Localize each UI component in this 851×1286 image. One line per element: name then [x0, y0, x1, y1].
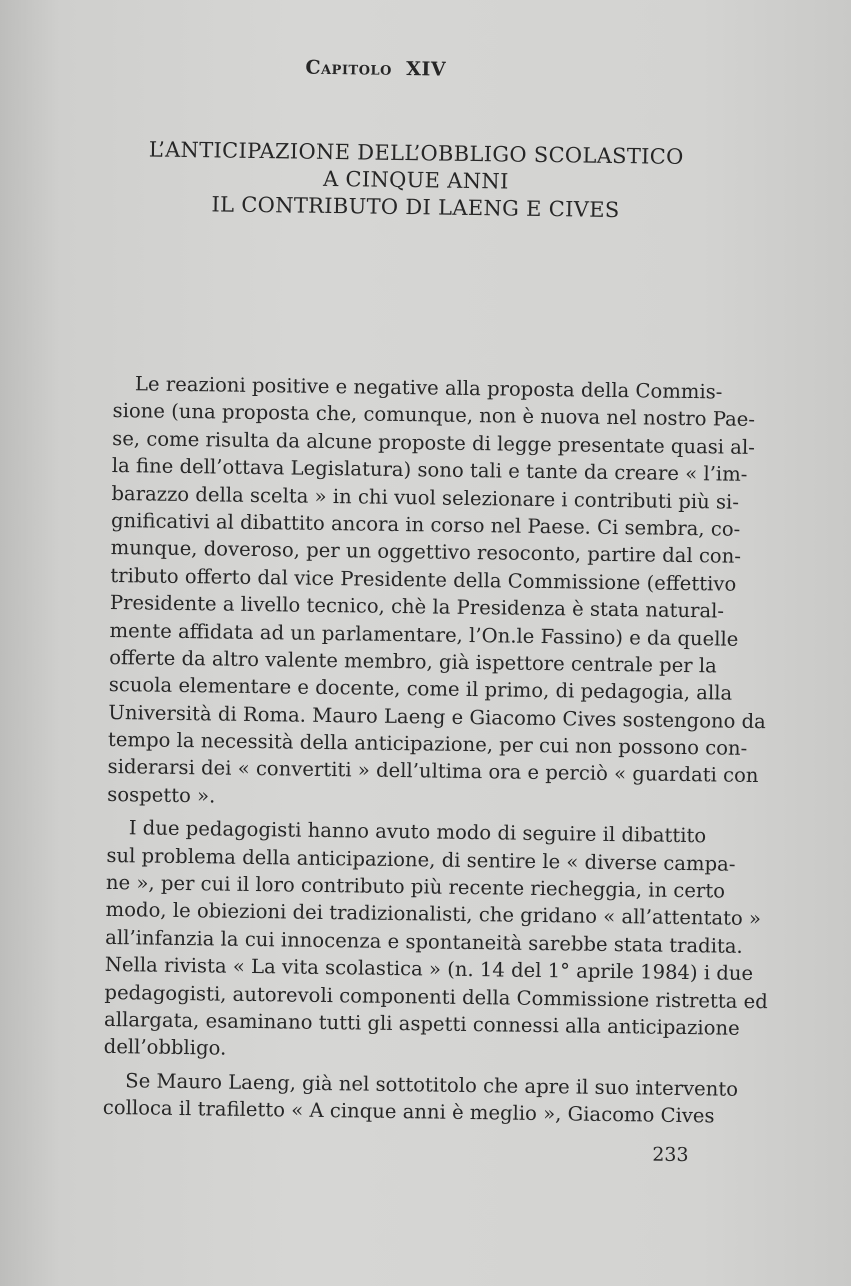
text-line: Se Mauro Laeng, già nel sottotitolo che apre il suo intervento [125, 1068, 739, 1101]
text-line: colloca il trafiletto « A cinque anni è meglio », Giacomo Cives [102, 1096, 715, 1128]
text-line: la fine dell’ottava Legislatura) sono tali e tante da creare « l’im- [111, 454, 748, 487]
text-line: sospetto ». [107, 782, 216, 808]
paragraph [103, 814, 768, 1068]
chapter-title [125, 136, 706, 225]
title-line: IL CONTRIBUTO DI LAENG E CIVES [211, 192, 620, 223]
text-line: sione (una proposta che, comunque, non è nuova nel nostro Pae- [112, 399, 756, 432]
text-line: Presidente a livello tecnico, chè la Presidenza è stata natural- [109, 591, 725, 623]
text-line: ne », per cui il loro contributo più recente riecheggia, in certo [105, 870, 726, 903]
text-line: tempo la necessità della anticipazione, per cui non possono con- [107, 728, 748, 760]
paragraph [102, 1067, 739, 1130]
text-line: modo, le obiezioni dei tradizionalisti, che gridano « all’attentato » [105, 898, 762, 931]
text-line: pedagogisti, autorevoli componenti della Commissione ristretta ed [104, 980, 768, 1013]
text-line: all’infanzia la cui innocenza e spontaneità sarebbe stata tradita. [105, 925, 743, 958]
text-line: Università di Roma. Mauro Laeng e Giacomo Cives sostengono da [108, 700, 766, 733]
text-line: Nella rivista « La vita scolastica » (n. 14 del 1° aprile 1984) i due [104, 953, 754, 986]
chapter-label: Capitolo [305, 56, 393, 80]
text-line: se, come risulta da alcune proposte di legge presentate quasi al- [112, 426, 756, 459]
text-line: mente affidata ad un parlamentare, l’On.le Fassino) e da quelle [109, 618, 739, 651]
chapter-heading [305, 57, 446, 81]
title-line: L’ANTICIPAZIONE DELL’OBBLIGO SCOLASTICO [148, 137, 684, 169]
paragraph [107, 370, 766, 816]
text-line: Le reazioni positive e negative alla proposta della Commis- [134, 372, 723, 404]
text-line: gnificativi al dibattito ancora in corso nel Paese. Ci sembra, co- [110, 508, 741, 541]
text-line: scuola elementare e docente, come il primo, di pedagogia, alla [108, 673, 733, 705]
text-line: dell’obbligo. [103, 1035, 227, 1060]
text-line: munque, doveroso, per un oggettivo resoconto, partire dal con- [110, 536, 742, 569]
chapter-number: XIV [406, 58, 447, 81]
text-line: tributo offerto dal vice Presidente della Commissione (effettivo [110, 563, 737, 596]
title-line: A CINQUE ANNI [322, 166, 509, 194]
text-line: allargata, esaminano tutti gli aspetti connessi alla anticipazione [103, 1007, 740, 1040]
text-line: sul problema della anticipazione, di sentire le « diverse campa- [106, 843, 736, 876]
text-line: offerte da altro valente membro, già ispettore centrale per la [109, 645, 717, 678]
page-number: 233 [652, 1143, 689, 1167]
body-text [102, 370, 768, 1135]
text-line: siderarsi dei « convertiti » dell’ultima ora e perciò « guardati con [107, 755, 759, 788]
text-line: I due pedagogisti hanno avuto modo di seguire il dibattito [128, 816, 707, 848]
text-line: barazzo della scelta » in chi vuol selezionare i contributi più si- [111, 481, 740, 514]
